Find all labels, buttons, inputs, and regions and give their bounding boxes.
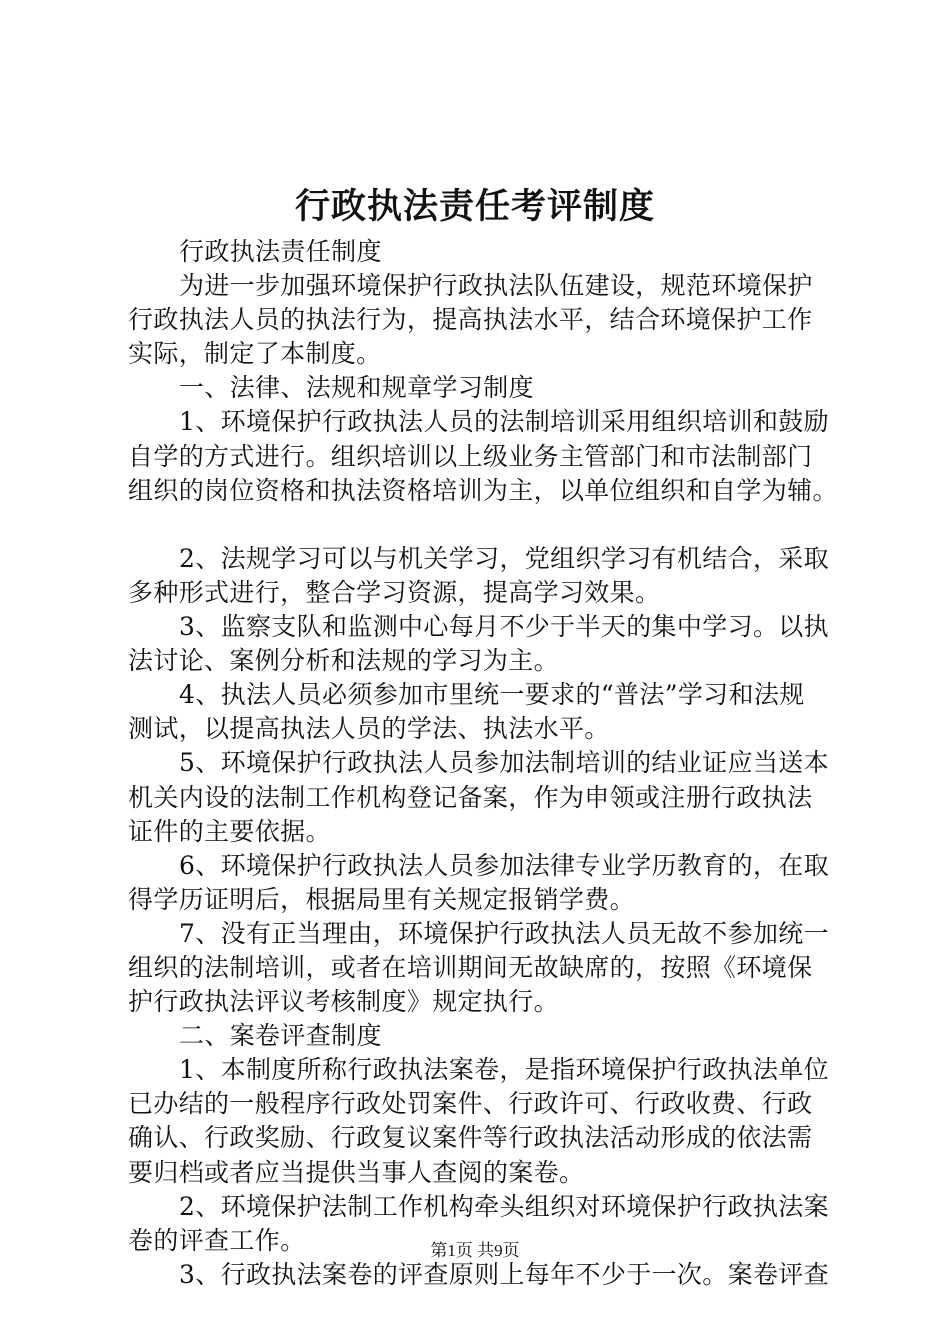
paragraph-line: 法讨论、案例分析和法规的学习为主。	[128, 646, 559, 676]
paragraph-line: 4、执法人员必须参加市里统一要求的“普法”学习和法规	[179, 680, 805, 710]
paragraph-line: 多种形式进行，整合学习资源，提高学习效果。	[128, 577, 661, 607]
paragraph-line: 1、本制度所称行政执法案卷，是指环境保护行政执法单位	[179, 1055, 830, 1085]
paragraph-line: 自学的方式进行。组织培训以上级业务主管部门和市法制部门	[128, 441, 813, 471]
document-body	[128, 235, 838, 1292]
blank-line	[128, 508, 838, 542]
paragraph-line: 卷的评查工作。	[128, 1225, 306, 1255]
paragraph-line: 实际，制定了本制度。	[128, 339, 382, 369]
paragraph-line: 2、环境保护法制工作机构牵头组织对环境保护行政执法案	[179, 1191, 830, 1221]
paragraph-line: 组织的岗位资格和执法资格培训为主，以单位组织和自学为辅。	[128, 475, 838, 505]
paragraph-line: 机关内设的法制工作机构登记备案，作为申领或注册行政执法	[128, 782, 813, 812]
paragraph-line: 二、案卷评查制度	[179, 1021, 382, 1051]
document-title: 行政执法责任考评制度	[294, 186, 655, 227]
paragraph-line: 2、法规学习可以与机关学习，党组织学习有机结合，采取	[179, 543, 830, 573]
paragraph-line: 要归档或者应当提供当事人查阅的案卷。	[128, 1157, 585, 1187]
paragraph-line: 组织的法制培训，或者在培训期间无故缺席的，按照《环境保	[128, 952, 813, 982]
paragraph-line: 证件的主要依据。	[128, 816, 331, 846]
paragraph-line: 3、监察支队和监测中心每月不少于半天的集中学习。以执	[179, 612, 830, 642]
paragraph-line: 测试，以提高执法人员的学法、执法水平。	[128, 714, 610, 744]
paragraph-line: 一、法律、法规和规章学习制度	[179, 373, 534, 403]
paragraph-line: 护行政执法评议考核制度》规定执行。	[128, 987, 559, 1017]
paragraph-line: 3、行政执法案卷的评查原则上每年不少于一次。案卷评查	[179, 1259, 830, 1289]
paragraph-line: 6、环境保护行政执法人员参加法律专业学历教育的，在取	[179, 850, 830, 880]
paragraph-line: 为进一步加强环境保护行政执法队伍建设，规范环境保护	[179, 271, 813, 301]
paragraph-line: 5、环境保护行政执法人员参加法制培训的结业证应当送本	[179, 748, 830, 778]
paragraph-line: 7、没有正当理由，环境保护行政执法人员无故不参加统一	[179, 918, 830, 948]
paragraph-line: 确认、行政奖励、行政复议案件等行政执法活动形成的依法需	[128, 1123, 813, 1153]
paragraph-line: 行政执法责任制度	[179, 237, 382, 266]
page-footer: 第1页 共9页	[430, 1241, 520, 1260]
paragraph-line: 得学历证明后，根据局里有关规定报销学费。	[128, 884, 636, 914]
paragraph-line: 行政执法人员的执法行为，提高执法水平，结合环境保护工作	[128, 305, 813, 335]
paragraph-line: 已办结的一般程序行政处罚案件、行政许可、行政收费、行政	[128, 1089, 813, 1119]
paragraph-line: 1、环境保护行政执法人员的法制培训采用组织培训和鼓励	[179, 407, 830, 437]
